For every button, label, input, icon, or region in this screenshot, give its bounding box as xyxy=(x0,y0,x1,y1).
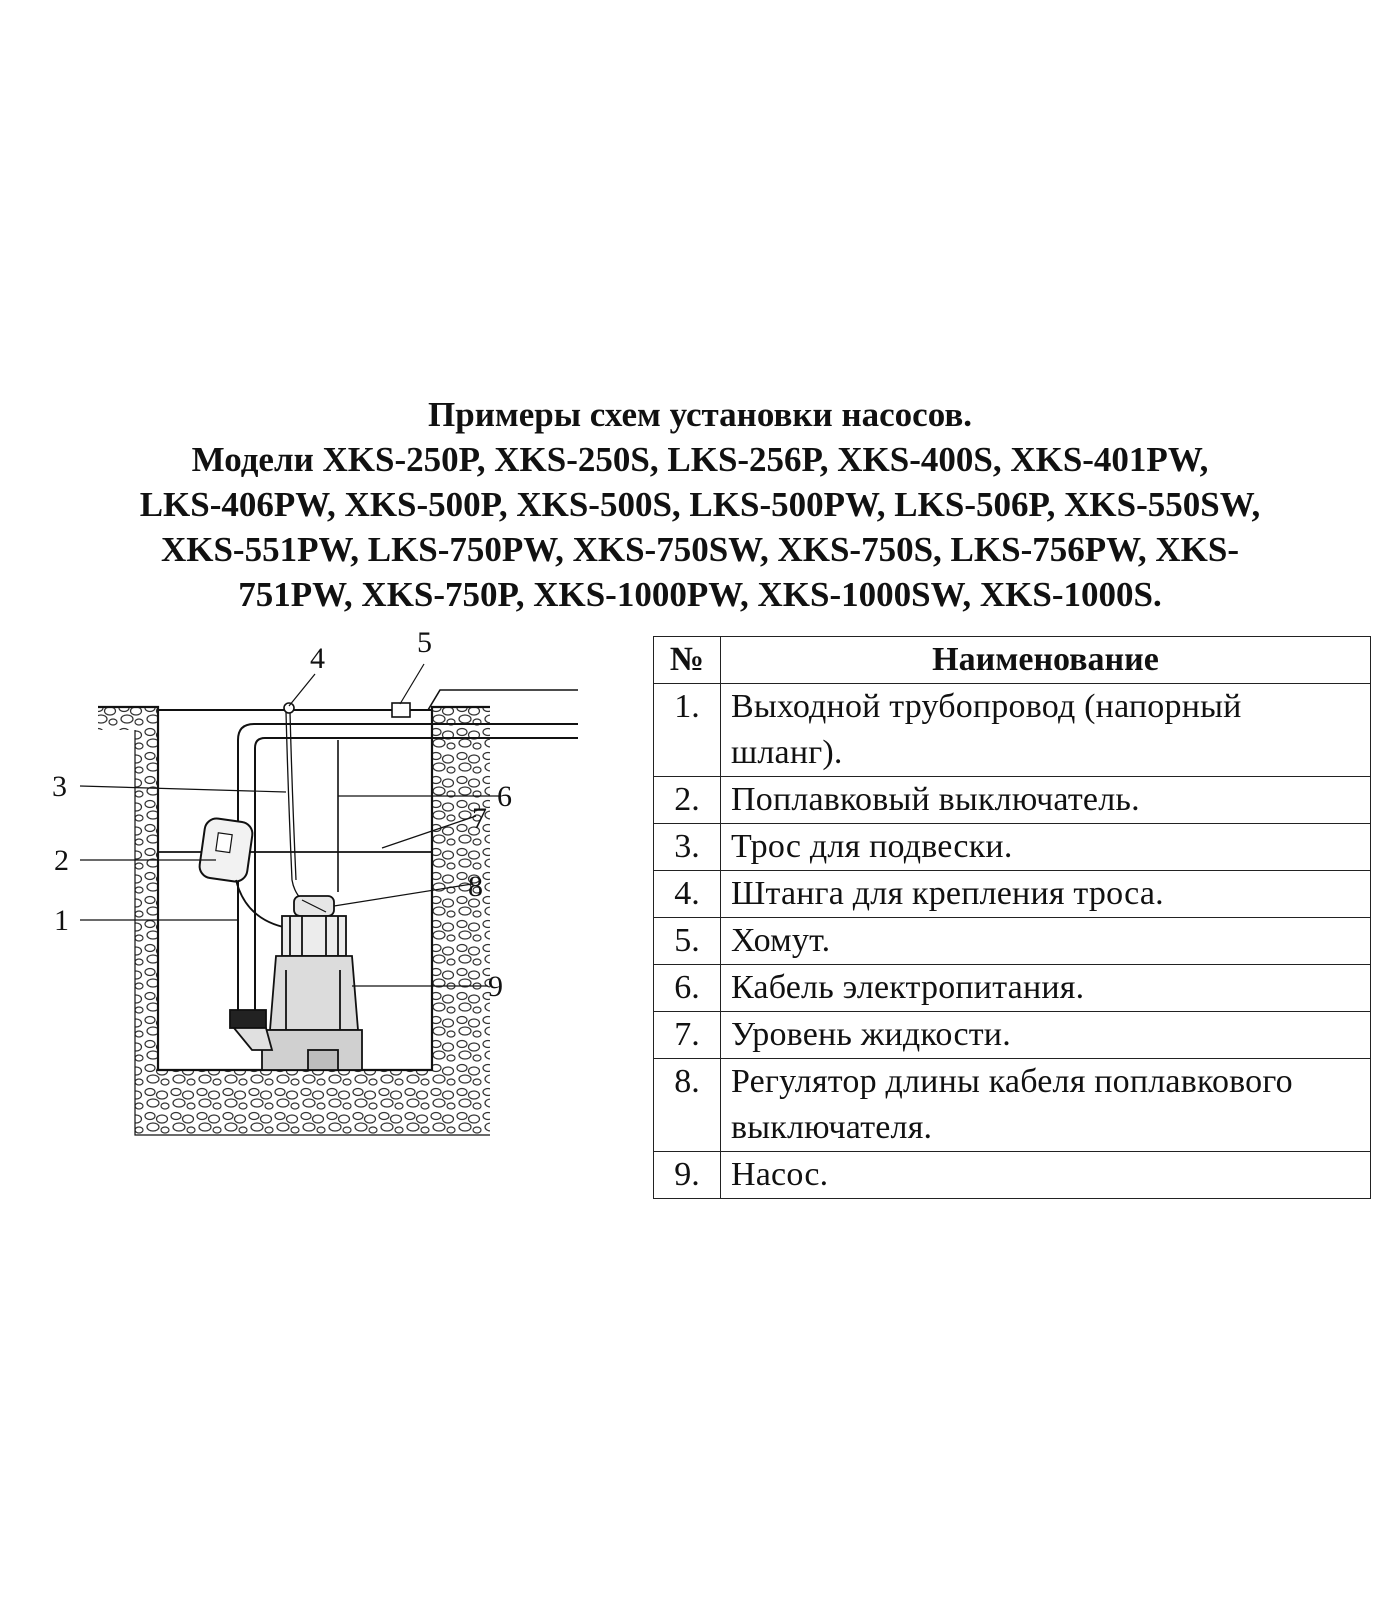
callout-3: 3 xyxy=(52,770,67,803)
page-heading xyxy=(40,392,1360,617)
callout-5: 5 xyxy=(417,630,432,659)
pump-installation-diagram xyxy=(40,630,620,1190)
callout-4: 4 xyxy=(310,642,325,675)
rope-anchor xyxy=(284,703,294,713)
row-name: Кабель электропитания. xyxy=(721,965,1371,1012)
row-number: 1. xyxy=(654,684,721,777)
row-name: Регулятор длины кабеля поплавкового выключателя. xyxy=(721,1059,1371,1152)
table-row xyxy=(654,871,1371,918)
table-row xyxy=(654,1012,1371,1059)
legend-table xyxy=(653,636,1371,1199)
row-name: Насос. xyxy=(721,1152,1371,1199)
suspension-rope xyxy=(286,712,302,900)
heading-line-2: Модели XKS-250P, XKS-250S, LKS-256P, XKS-400S, XKS-401PW, xyxy=(191,440,1209,479)
callout-2: 2 xyxy=(54,844,69,877)
table-row xyxy=(654,918,1371,965)
cable-regulator xyxy=(294,896,334,916)
heading-line-3: LKS-406PW, XKS-500P, XKS-500S, LKS-500PW, LKS-506P, XKS-550SW, xyxy=(139,485,1261,524)
row-number: 9. xyxy=(654,1152,721,1199)
table-row xyxy=(654,824,1371,871)
row-name: Поплавковый выключатель. xyxy=(721,777,1371,824)
row-name: Штанга для крепления троса. xyxy=(721,871,1371,918)
table-row xyxy=(654,1152,1371,1199)
row-number: 7. xyxy=(654,1012,721,1059)
heading-line-4: XKS-551PW, LKS-750PW, XKS-750SW, XKS-750S, LKS-756PW, XKS- xyxy=(160,530,1240,569)
clamp xyxy=(392,703,410,717)
row-number: 6. xyxy=(654,965,721,1012)
row-name: Трос для подвески. xyxy=(721,824,1371,871)
pump-outlet xyxy=(230,1010,272,1050)
row-number: 3. xyxy=(654,824,721,871)
table-row xyxy=(654,965,1371,1012)
pump xyxy=(262,916,362,1070)
heading-line-1: Примеры схем установки насосов. xyxy=(428,395,972,434)
callout-6: 6 xyxy=(497,780,512,813)
row-number: 4. xyxy=(654,871,721,918)
column-header-number: № xyxy=(654,637,721,684)
table-row xyxy=(654,1059,1371,1152)
callout-7: 7 xyxy=(472,802,487,835)
row-number: 8. xyxy=(654,1059,721,1152)
callout-1: 1 xyxy=(54,904,69,937)
table-row xyxy=(654,684,1371,777)
column-header-name: Наименование xyxy=(721,637,1371,684)
callout-8: 8 xyxy=(468,870,483,903)
table-header-row xyxy=(654,637,1371,684)
table-row xyxy=(654,777,1371,824)
row-name: Хомут. xyxy=(721,918,1371,965)
row-name: Выходной трубопровод (напорный шланг). xyxy=(721,684,1371,777)
row-number: 2. xyxy=(654,777,721,824)
callout-9: 9 xyxy=(488,970,503,1003)
heading-line-5: 751PW, XKS-750P, XKS-1000PW, XKS-1000SW, XKS-1000S. xyxy=(238,575,1162,614)
row-number: 5. xyxy=(654,918,721,965)
row-name: Уровень жидкости. xyxy=(721,1012,1371,1059)
